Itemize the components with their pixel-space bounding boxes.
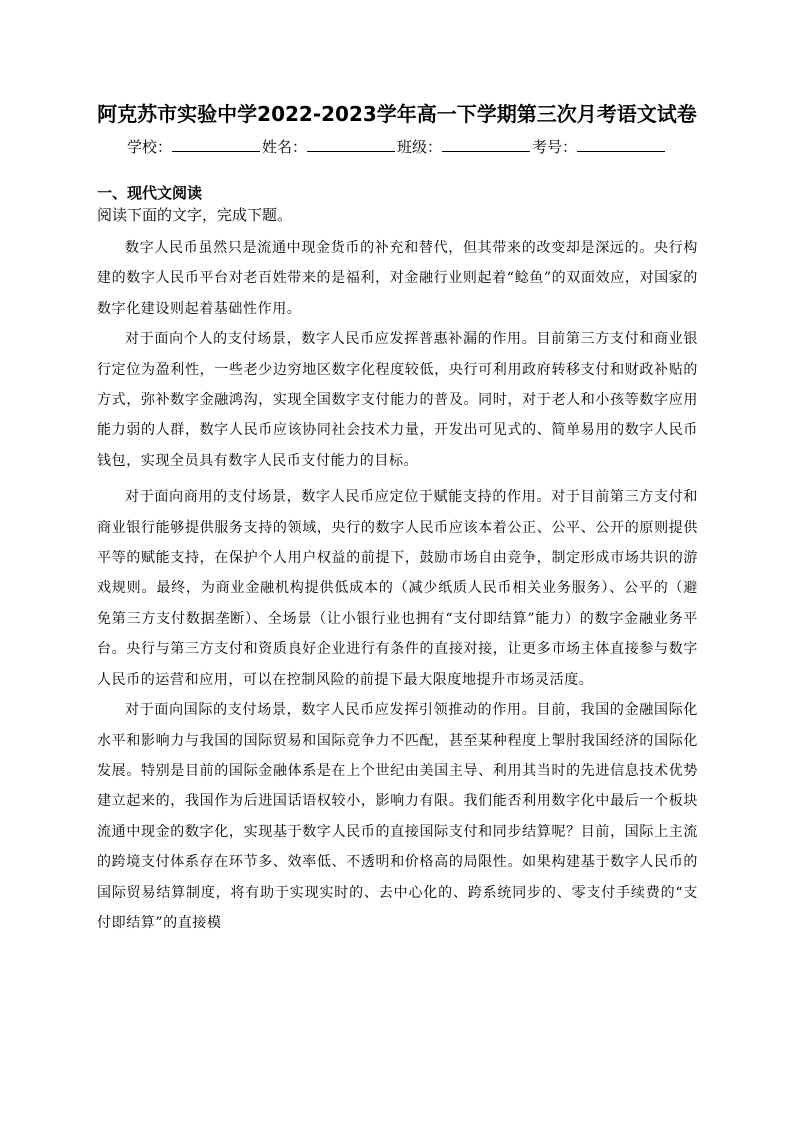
section-instruction: 阅读下面的文字，完成下题。 xyxy=(97,206,293,224)
section-heading: 一、现代文阅读 xyxy=(97,184,203,202)
student-info-row xyxy=(0,135,794,158)
reading-passage xyxy=(97,233,698,938)
exam-title: 阿克苏市实验中学2022-2023学年高一下学期第三次月考语文试卷 xyxy=(97,102,697,126)
exam-number-blank[interactable] xyxy=(577,135,665,152)
class-label: 班级： xyxy=(397,138,443,156)
name-label: 姓名： xyxy=(261,138,307,156)
class-blank[interactable] xyxy=(442,135,530,152)
passage-paragraph: 数字人民币虽然只是流通中现金货币的补充和替代，但其带来的改变却是深远的。央行构建的数字人民币平台对老百姓带来的是福利，对金融行业则起着“鲶鱼”的双面效应，对国家的数字化建设则起着基础性作用。 xyxy=(97,240,698,317)
passage-paragraph: 对于面向个人的支付场景，数字人民币应发挥普惠补漏的作用。目前第三方支付和商业银行定位为盈利性，一些老少边穷地区数字化程度较低，央行可利用政府转移支付和财政补贴的方式，弥补数字金融鸿沟，实现全国数字支付能力的普及。同时，对于老人和小孩等数字应用能力弱的人群，数字人民币应该协同社会技术力量，开发出可见式的、简单易用的数字人民币钱包，实现全员具有数字人民币支付能力的目标。 xyxy=(97,331,698,469)
school-label: 学校： xyxy=(126,138,172,156)
school-blank[interactable] xyxy=(172,135,260,152)
name-blank[interactable] xyxy=(307,135,395,152)
passage-paragraph: 对于面向国际的支付场景，数字人民币应发挥引领推动的作用。目前，我国的金融国际化水平和影响力与我国的国际贸易和国际竞争力不匹配，甚至某种程度上掣肘我国经济的国际化发展。特别是目前的国际金融体系是在上个世纪由美国主导、利用其当时的先进信息技术优势建立起来的，我国作为后进国话语权较小，影响力有限。我们能否利用数字化中最后一个板块流通中现金的数字化，实现基于数字人民币的直接国际支付和同步结算呢？目前，国际上主流的跨境支付体系存在环节多、效率低、不透明和价格高的局限性。如果构建基于数字人民币的国际贸易结算制度，将有助于实现实时的、去中心化的、跨系统同步的、零支付手续费的“支付即结算”的直接模 xyxy=(97,702,698,931)
passage-paragraph: 对于面向商用的支付场景，数字人民币应定位于赋能支持的作用。对于目前第三方支付和商业银行能够提供服务支持的领域，央行的数字人民币应该本着公正、公平、公开的原则提供平等的赋能支持，在保护个人用户权益的前提下，鼓励市场自由竞争，制定形成市场共识的游戏规则。最终，为商业金融机构提供低成本的（减少纸质人民币相关业务服务）、公平的（避免第三方支付数据垄断）、全场景（让小银行业也拥有“支付即结算”能力）的数字金融业务平台。央行与第三方支付和资质良好企业进行有条件的直接对接，让更多市场主体直接参与数字人民币的运营和应用，可以在控制风险的前提下最大限度地提升市场灵活度。 xyxy=(97,489,698,688)
exam-number-label: 考号： xyxy=(532,138,578,156)
